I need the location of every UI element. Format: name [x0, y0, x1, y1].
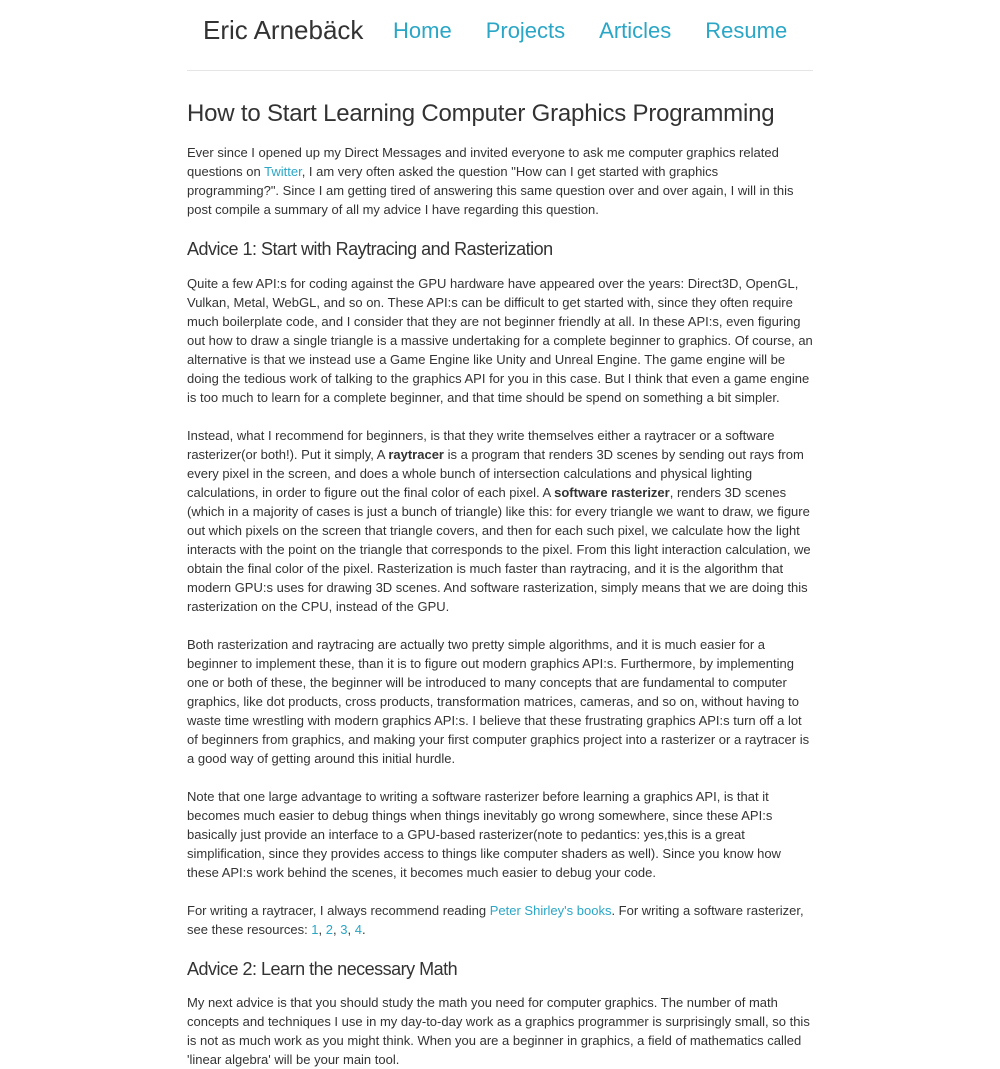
page-container: [187, 0, 813, 1069]
advice-1-paragraph-2: [187, 426, 813, 616]
advice-1-paragraph-5: [187, 901, 813, 939]
p5-end: .: [361, 922, 366, 937]
nav-resume-link[interactable]: Resume: [705, 18, 788, 43]
advice-1-paragraph-1: Quite a few API:s for coding against the GPU hardware have appeared over the years: Direct3D, OpenGL, Vulkan, Metal, WebGL, and so on. These API:s can be difficult to get started with, since they often require much boilerplate code, and I consider that they are not beginner friendly at all. In these API:s, even figuring out how to draw a single triangle is a massive undertaking for a complete beginner to graphics. Of course, an alternative is that we instead use a Game Engine like Unity and Unreal Engine. The game engine will be doing the tedious work of talking to the graphics API for you in this case. But I think that even a game engine is too much to learn for a complete beginner, and that time should be spend on something a bit simpler.: [187, 276, 813, 405]
resource-link-2[interactable]: 2: [325, 922, 333, 937]
site-title-link[interactable]: Eric Arnebäck: [203, 15, 364, 45]
advice-2-paragraph-1: My next advice is that you should study the math you need for computer graphics. The number of math concepts and techniques I use in my day-to-day work as a graphics programmer is surprisingly small, so this is not as much work as you might think. When you are a beginner in graphics, a field of mathematics called 'linear algebra' will be your main tool.: [187, 995, 810, 1067]
nav-projects-link[interactable]: Projects: [485, 18, 566, 43]
main-nav: [393, 17, 821, 45]
nav-home-link[interactable]: Home: [393, 18, 452, 43]
p5-text-1: For writing a raytracer, I always recommend reading: [187, 903, 490, 918]
post-title: How to Start Learning Computer Graphics Programming: [187, 100, 775, 127]
resource-link-3[interactable]: 3: [340, 922, 348, 937]
p2-text-3: , renders 3D scenes (which in a majority of cases is just a bunch of triangle) like this: for every triangle we want to draw, we figure out which pixels on the screen that triangle covers, and then for each such pixel, we calculate how the light interacts with the point on the triangle that corresponds to the pixel. From this light interaction calculation, we obtain the final color of the pixel. Rasterization is much faster than raytracing, and it is the algorithm that modern GPU:s uses for drawing 3D scenes. And software rasterization, simply means that we are doing this rasterization on the CPU, instead of the GPU.: [187, 485, 811, 614]
nav-articles-link[interactable]: Articles: [599, 18, 672, 43]
resource-link-4[interactable]: 4: [354, 922, 362, 937]
p5-sep-1: ,: [318, 922, 326, 937]
advice-2-heading: Advice 2: Learn the necessary Math: [187, 959, 458, 979]
intro-paragraph: [187, 143, 813, 219]
advice-1-heading: Advice 1: Start with Raytracing and Rasterization: [187, 239, 553, 259]
post-article: [187, 99, 813, 1069]
advice-1-paragraph-3: Both rasterization and raytracing are actually two pretty simple algorithms, and it is much easier for a beginner to implement these, than it is to figure out modern graphics API:s. Furthermore, by implementing one or both of these, the beginner will be introduced to many concepts that are fundamental to computer graphics, like dot products, cross products, transformation matrices, cameras, and so on, without having to waste time wrestling with modern graphics API:s. I believe that these frustrating graphics API:s turn off a lot of beginners from graphics, and making your first computer graphics project into a rasterizer or a raytracer is a good way of getting around this initial hurdle.: [187, 637, 810, 766]
p5-sep-3: ,: [347, 922, 355, 937]
site-header: [187, 0, 813, 71]
p5-text-2: . For writing a software rasterizer, see these resources:: [187, 903, 804, 937]
intro-text-after: , I am very often asked the question "How can I get started with graphics programming?". Since I am getting tired of answering this same question over and over again, I will in this post compile a summary of all my advice I have regarding this question.: [187, 164, 794, 217]
p5-sep-2: ,: [333, 922, 341, 937]
p2-text-2: is a program that renders 3D scenes by sending out rays from every pixel in the screen, and does a whole bunch of intersection calculations and physical lighting calculations, in order to figure out the final color of each pixel. A: [187, 447, 804, 500]
raytracer-bold: raytracer: [388, 447, 444, 462]
resource-link-1[interactable]: 1: [311, 922, 319, 937]
software-rasterizer-bold: software rasterizer: [554, 485, 670, 500]
p2-text-1: Instead, what I recommend for beginners, is that they write themselves either a raytracer or a software rasterizer(or both!). Put it simply, A: [187, 428, 775, 462]
intro-text-before: Ever since I opened up my Direct Messages and invited everyone to ask me computer graphics related questions on: [187, 145, 779, 179]
twitter-link[interactable]: Twitter: [264, 164, 302, 179]
peter-shirley-books-link[interactable]: Peter Shirley's books: [489, 903, 612, 918]
advice-1-paragraph-4: Note that one large advantage to writing a software rasterizer before learning a graphics API, is that it becomes much easier to debug things when things inevitably go wrong somewhere, since these API:s basically just provide an interface to a GPU-based rasterizer(note to pedantics: yes,this is a great simplification, since they provides access to things like computer shaders as well). Since you know how these API:s work behind the scenes, it becomes much easier to debug your code.: [187, 789, 781, 880]
